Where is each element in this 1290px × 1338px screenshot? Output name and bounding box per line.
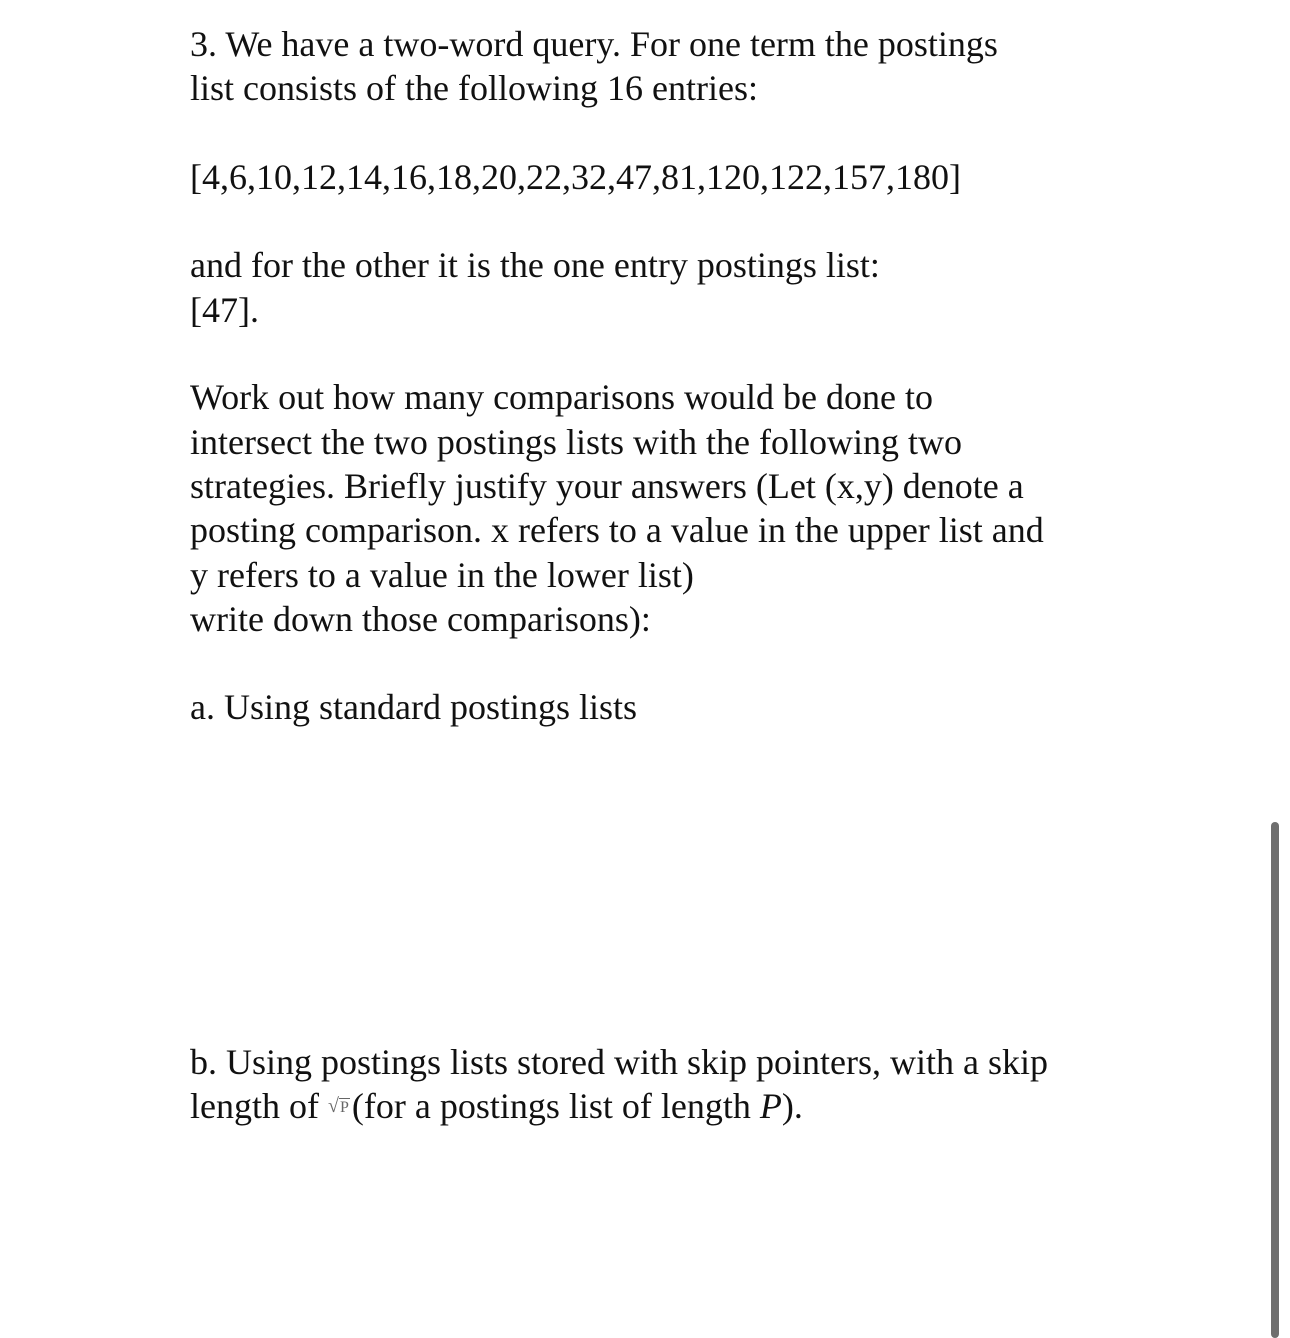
part-b-line-2-end: ). [781, 1086, 803, 1126]
part-b-line-2-start: length of [190, 1086, 328, 1126]
question-line-1: 3. We have a two-word query. For one term the postings [190, 24, 998, 64]
part-b-line-1: b. Using postings lists stored with skip pointers, with a skip [190, 1042, 1049, 1082]
upper-postings-list: [4,6,10,12,14,16,18,20,22,32,47,81,120,122,157,180] [190, 157, 961, 197]
question-line-2: list consists of the following 16 entries: [190, 68, 758, 108]
instructions-line-6: write down those comparisons): [190, 599, 651, 639]
part-a-prompt: a. Using standard postings lists [190, 687, 637, 727]
sqrt-p-formula [328, 1084, 350, 1130]
part-b-line-2-mid: (for a postings list of length [351, 1086, 760, 1126]
lower-postings-list: [47]. [190, 290, 259, 330]
question-line-3: and for the other it is the one entry postings list: [190, 245, 880, 285]
instructions-line-5: y refers to a value in the lower list) [190, 555, 694, 595]
instructions-line-3: strategies. Briefly justify your answers (Let (x,y) denote a [190, 466, 1024, 506]
instructions-line-4: posting comparison. x refers to a value in the upper list and [190, 510, 1044, 550]
sqrt-radicand: P [339, 1099, 349, 1116]
sqrt-symbol: √ [327, 1095, 339, 1117]
instructions-line-2: intersect the two postings lists with the following two [190, 422, 962, 462]
part-b-line-2 [190, 1084, 803, 1130]
length-variable-p: P [759, 1086, 782, 1126]
instructions-line-1: Work out how many comparisons would be done to [190, 377, 933, 417]
vertical-scrollbar[interactable] [1271, 822, 1279, 1338]
